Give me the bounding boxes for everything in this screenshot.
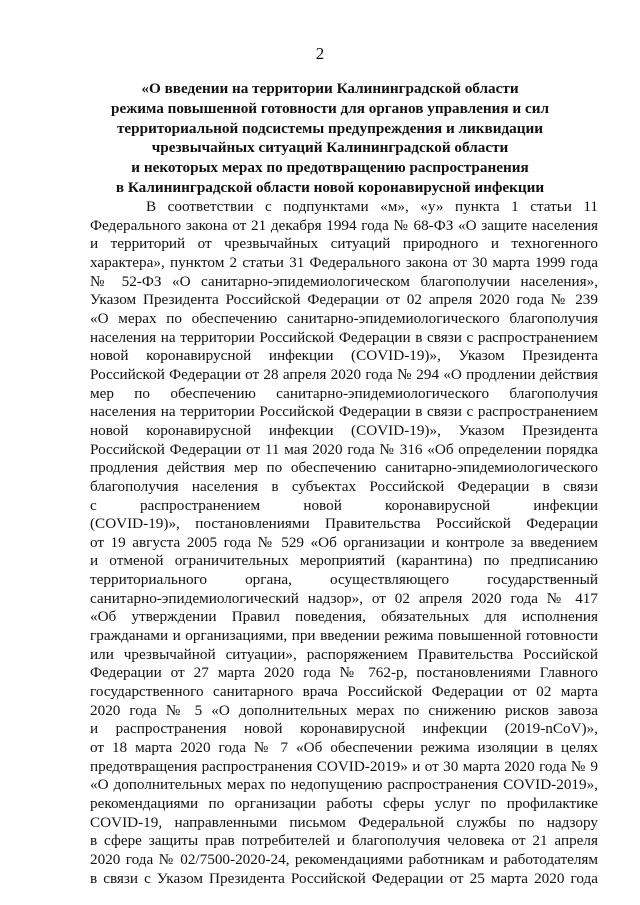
body-line: Российской Федерации от 28 апреля 2020 года № 294 «О продлении действия — [90, 365, 598, 383]
body-line: Указом Президента Российской Федерации от 02 апреля 2020 года № 239 — [90, 291, 598, 309]
body-line: «Об утверждении Правил поведения, обязательных для исполнения — [90, 608, 598, 626]
body-line: 2020 года № 02/7500-2020-24, рекомендациями работникам и работодателям — [90, 850, 598, 868]
body-line: В соответствии с подпунктами «м», «у» пункта 1 статьи 11 — [146, 198, 598, 215]
body-line: Федерального закона от 21 декабря 1994 года № 68-ФЗ «О защите населения — [90, 216, 598, 234]
title-line: «О введении на территории Калининградской области — [141, 80, 519, 97]
document-title — [80, 79, 580, 198]
body-line: санитарно-эпидемиологический надзор», от 02 апреля 2020 года № 417 — [90, 589, 598, 607]
page-number: 2 — [315, 44, 325, 63]
body-line: новой коронавирусной инфекции (COVID-19)», Указом Президента — [90, 347, 598, 365]
body-line: в сфере защиты прав потребителей и благополучия человека от 21 апреля — [90, 832, 598, 850]
body-line: и территорий от чрезвычайных ситуаций природного и техногенного — [90, 235, 598, 253]
body-line: от 19 августа 2005 года № 529 «Об организации и контроле за введением — [90, 533, 598, 551]
body-line: с распространением новой коронавирусной инфекции — [90, 496, 598, 514]
body-line: характера», пунктом 2 статьи 31 Федерального закона от 30 марта 1999 года — [90, 253, 598, 271]
body-line: № 52-ФЗ «О санитарно-эпидемиологическом благополучии населения», — [90, 272, 598, 290]
body-line: «О дополнительных мерах по недопущению распространения COVID-2019», — [90, 776, 598, 794]
body-line: гражданами и организациями, при введении режима повышенной готовности — [90, 627, 598, 645]
body-line: новой коронавирусной инфекции (COVID-19)», Указом Президента — [90, 421, 598, 439]
body-line: благополучия населения в субъектах Российской Федерации в связи — [90, 477, 598, 495]
body-line: продления действия мер по обеспечению санитарно-эпидемиологического — [90, 459, 598, 477]
body-line: «О мерах по обеспечению санитарно-эпидемиологического благополучия — [90, 309, 598, 327]
body-line: и отменой ограничительных мероприятий (карантина) по предписанию — [90, 552, 598, 570]
title-line: чрезвычайных ситуаций Калининградской области — [151, 139, 509, 157]
body-paragraph — [90, 198, 598, 888]
body-line: территориального органа, осуществляющего государственный — [90, 571, 598, 589]
body-line: мер по обеспечению санитарно-эпидемиологического благополучия — [90, 384, 598, 402]
title-line: территориальной подсистемы предупреждения и ликвидации — [116, 119, 544, 137]
body-line: и распространения новой коронавирусной инфекции (2019-nCoV)», — [90, 720, 598, 738]
body-line: от 18 марта 2020 года № 7 «Об обеспечении режима изоляции в целях — [90, 739, 598, 757]
body-line: населения на территории Российской Федерации в связи с распространением — [90, 328, 598, 346]
title-line: и некоторых мерах по предотвращению распространения — [131, 159, 529, 177]
body-line: Российской Федерации от 11 мая 2020 года № 316 «Об определении порядка — [90, 440, 598, 458]
body-line: 2020 года № 5 «О дополнительных мерах по снижению рисков завоза — [90, 701, 598, 719]
body-line: Федерации от 27 марта 2020 года № 762-р, постановлениями Главного — [90, 664, 598, 682]
title-line: режима повышенной готовности для органов управления и сил — [111, 99, 549, 117]
title-line: в Калининградской области новой коронавирусной инфекции — [115, 178, 545, 196]
body-line: в связи с Указом Президента Российской Федерации от 25 марта 2020 года — [90, 869, 598, 887]
body-line: COVID-19, направленными письмом Федеральной службы по надзору — [90, 813, 598, 831]
body-line: (COVID-19)», постановлениями Правительства Российской Федерации — [90, 515, 598, 533]
body-line: рекомендациями по организации работы сферы услуг по профилактике — [90, 795, 598, 812]
body-line: государственного санитарного врача Российской Федерации от 02 марта — [90, 683, 598, 701]
body-line: предотвращения распространения COVID-2019» и от 30 марта 2020 года № 9 — [90, 757, 598, 775]
body-line: или чрезвычайной ситуации», распоряжением Правительства Российской — [90, 645, 598, 663]
body-line: населения на территории Российской Федерации в связи с распространением — [90, 403, 598, 421]
